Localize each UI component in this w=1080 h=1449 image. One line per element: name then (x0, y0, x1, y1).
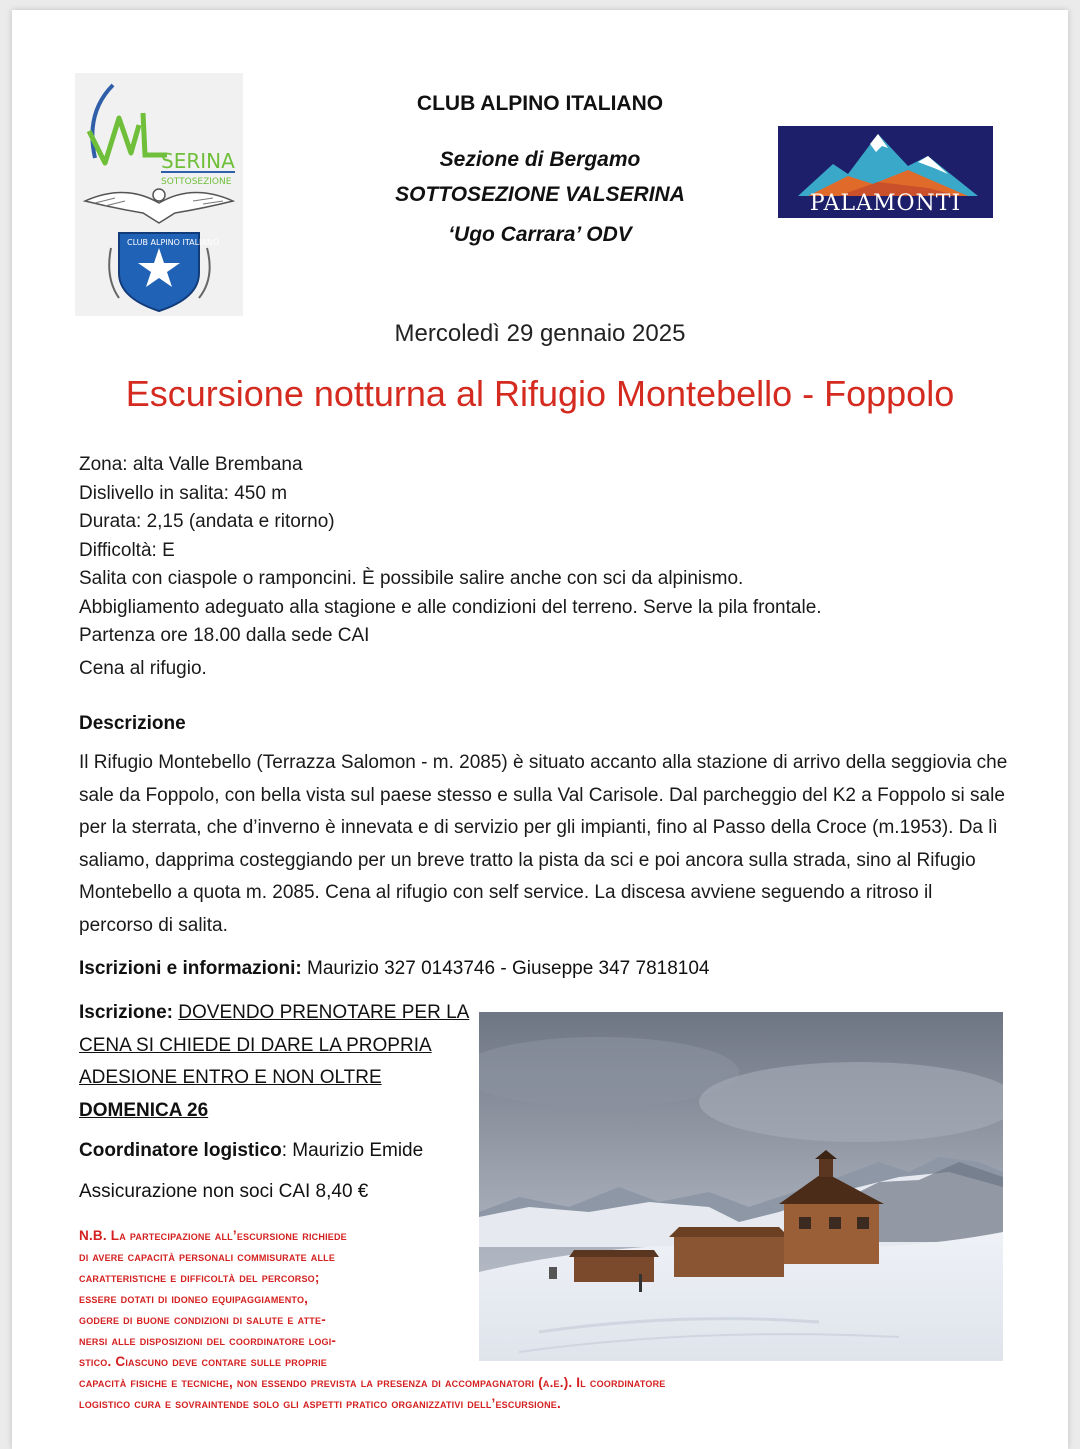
event-info (79, 451, 822, 683)
nb-line: caratteristiche e difficoltà del percorso; (79, 1270, 320, 1285)
registration-deadline: DOMENICA 26 (79, 1099, 209, 1121)
logo-ring-text: CLUB ALPINO ITALIANO (127, 238, 220, 247)
contacts-label: Iscrizioni e informazioni: (79, 958, 302, 979)
org-title: CLUB ALPINO ITALIANO (416, 92, 664, 115)
info-partenza: Partenza ore 18.00 dalla sede CAI (79, 625, 370, 646)
mountain-hut-snow-photo (479, 1012, 1003, 1361)
description-heading: Descrizione (79, 713, 186, 734)
event-date: Mercoledì 29 gennaio 2025 (394, 320, 686, 347)
coordinator-line (79, 1140, 423, 1162)
nb-line: stico. Ciascuno deve contare sulle proprie (79, 1354, 328, 1369)
document-page (12, 10, 1068, 1449)
palamonti-logo-text: PALAMONTI (809, 191, 962, 216)
info-difficolta: Difficoltà: E (79, 539, 175, 561)
subsection-dedication: ‘Ugo Carrara’ ODV (448, 223, 632, 246)
contacts-line (79, 958, 710, 980)
nb-line: N.B. La partecipazione all’escursione richiede (79, 1228, 347, 1243)
nb-line: godere di buone condizioni di salute e atte- (79, 1312, 326, 1327)
logo-serina-text: SERINA (161, 149, 235, 173)
coordinator-value: : Maurizio Emide (281, 1140, 424, 1161)
registration-note (79, 997, 479, 1127)
info-abbigliamento: Abbigliamento adeguato alla stagione e alle condizioni del terreno. Serve la pila frontale. (79, 596, 822, 618)
registration-text: DOVENDO PRENOTARE PER LA CENA SI CHIEDE DI DARE LA PROPRIA ADESIONE ENTRO E NON OLTRE (79, 1002, 470, 1088)
description-text: Il Rifugio Montebello (Terrazza Salomon - m. 2085) è situato accanto alla stazione di arrivo della seggiovia che sale da Foppolo, con bella vista sul paese stesso e sulla Val Carisole. Dal parcheggio del K2 a Foppolo si sale per la sterrata, che d’inverno è innevata e di servizio per gli impianti, fino al Passo della Croce (m.1953). Da lì saliamo, dapprima costeggiando per un breve tratto la pista da sci e poi ancora sulla strada, sino al Rifugio Montebello a quota m. 2085. Cena al rifugio con self service. La discesa avviene seguendo a ritroso il percorso di salita. (79, 752, 1008, 936)
nb-line: nersi alle disposizioni del coordinatore logi- (79, 1333, 337, 1348)
info-durata: Durata: 2,15 (andata e ritorno) (79, 511, 335, 532)
section-name: Sezione di Bergamo (439, 148, 641, 171)
nb-line: capacità fisiche e tecniche, non essendo prevista la presenza di accompagnatori (a.e.). Il coordinatore (79, 1375, 666, 1390)
logo-sottosezione-text: SOTTOSEZIONE (161, 177, 232, 187)
nb-line: logistico cura e sovraintende solo gli aspetti pratico organizzativi dell’escursione. (79, 1396, 561, 1411)
info-dislivello: Dislivello in salita: 450 m (79, 482, 288, 504)
palamonti-logo (778, 126, 993, 218)
event-title: Escursione notturna al Rifugio Montebello - Foppolo (125, 373, 955, 414)
info-cena: Cena al rifugio. (79, 657, 207, 679)
subsection-name: SOTTOSEZIONE VALSERINA (395, 183, 685, 206)
info-zona: Zona: alta Valle Brembana (79, 454, 303, 475)
insurance-line: Assicurazione non soci CAI 8,40 € (79, 1181, 369, 1202)
contacts-value: Maurizio 327 0143746 - Giuseppe 347 7818104 (301, 958, 710, 979)
registration-label: Iscrizione: (79, 1002, 173, 1023)
coordinator-label: Coordinatore logistico (79, 1140, 282, 1161)
nb-line: essere dotati di idoneo equipaggiamento, (79, 1291, 309, 1306)
info-salita: Salita con ciaspole o ramponcini. È possibile salire anche con sci da alpinismo. (79, 568, 744, 589)
nb-line: di avere capacità personali commisurate alle (79, 1249, 336, 1264)
